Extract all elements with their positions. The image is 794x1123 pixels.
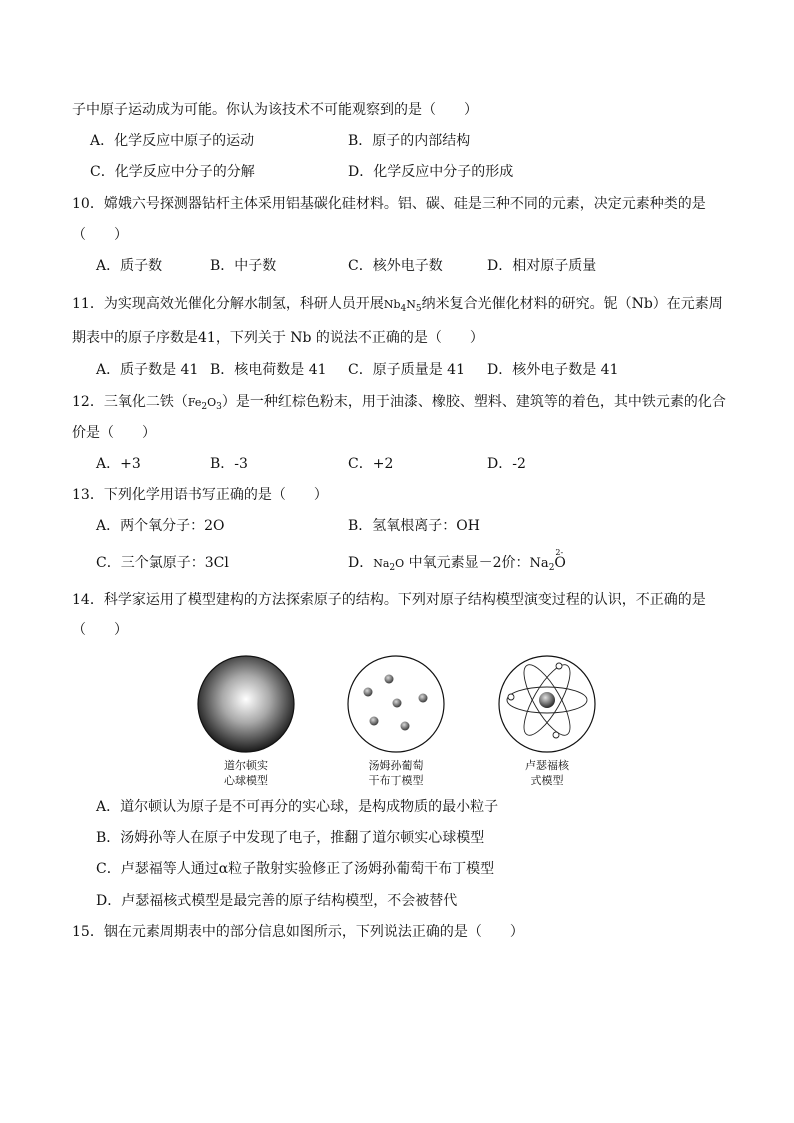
q11-option-b: B．核电荷数是 41 [210,362,327,378]
thomson-model-figure [345,653,447,755]
question-13-text: 13．下列化学用语书写正确的是（ ） [72,487,328,503]
option-d: D．化学反应中分子的形成 [348,164,514,180]
q14-option-b: B．汤姆孙等人在原子中发现了电子，推翻了道尔顿实心球模型 [96,830,485,846]
q11-option-d: D．核外电子数是 41 [487,362,619,378]
rutherford-model-figure [496,653,598,755]
q10-option-b: B．中子数 [210,258,277,274]
option-b: B．原子的内部结构 [348,133,471,149]
charge-superscript: 2- [555,548,564,557]
question-11-text-2: 期表中的原子序数是41，下列关于 Nb 的说法不正确的是（ ） [72,330,484,346]
q12-option-c: C．+2 [348,456,394,472]
option-a: A．化学反应中原子的运动 [90,133,255,149]
q11-option-c: C．原子质量是 41 [348,362,465,378]
question-10-text: 10．嫦娥六号探测器钻杆主体采用铝基碳化硅材料。铝、碳、硅是三种不同的元素，决定元素种类的是 [72,196,706,212]
question-text: 子中原子运动成为可能。你认为该技术不可能观察到的是（ ） [72,102,478,118]
q13-option-b: B．氢氧根离子：OH [348,518,480,534]
q14-option-c: C．卢瑟福等人通过α粒子散射实验修正了汤姆孙葡萄干布丁模型 [96,861,495,877]
option-c: C．化学反应中分子的分解 [90,164,255,180]
q12-option-b: B．-3 [210,456,248,472]
q12-option-a: A．+3 [96,456,141,472]
question-14-blank: （ ） [72,622,128,638]
q13-option-d: D．$Na_2O$ 中氧元素显－2价：$Na_2$ 2- O [348,553,566,578]
q14-option-a: A．道尔顿认为原子是不可再分的实心球，是构成物质的最小粒子 [96,799,499,815]
q10-option-d: D．相对原子质量 [487,258,597,274]
q10-option-a: A．质子数 [96,258,163,274]
q12-option-d: D．-2 [487,456,526,472]
question-11-text: 11．为实现高效光催化分解水制氢，科研人员开展$Nb_4N_5$纳米复合光催化材料的研究。铌（Nb）在元素周 [72,296,723,314]
q14-option-d: D．卢瑟福核式模型是最完善的原子结构模型，不会被替代 [96,893,458,909]
question-10-blank: （ ） [72,227,128,243]
question-14-text: 14．科学家运用了模型建构的方法探索原子的结构。下列对原子结构模型演变过程的认识，不正确的是 [72,592,706,608]
q13-option-c: C．三个氯原子：3Cl [96,555,229,571]
question-12-text-2: 价是（ ） [72,425,156,441]
q10-option-c: C．核外电子数 [348,258,443,274]
q13-option-a: A．两个氧分子：2O [96,518,225,534]
question-12-text: 12．三氧化二铁$(Fe_2O_3)$是一种红棕色粉末，用于油漆、橡胶、塑料、建筑等的着色，其中铁元素的化合 [72,394,726,412]
thomson-caption: 汤姆孙葡萄 干布丁模型 [368,759,424,787]
rutherford-caption: 卢瑟福核 式模型 [525,759,569,787]
dalton-model-figure [195,653,297,755]
question-15-text: 15．铟在元素周期表中的部分信息如图所示，下列说法正确的是（ ） [72,924,524,940]
q11-option-a: A．质子数是 41 [96,362,199,378]
dalton-caption: 道尔顿实 心球模型 [224,759,268,787]
